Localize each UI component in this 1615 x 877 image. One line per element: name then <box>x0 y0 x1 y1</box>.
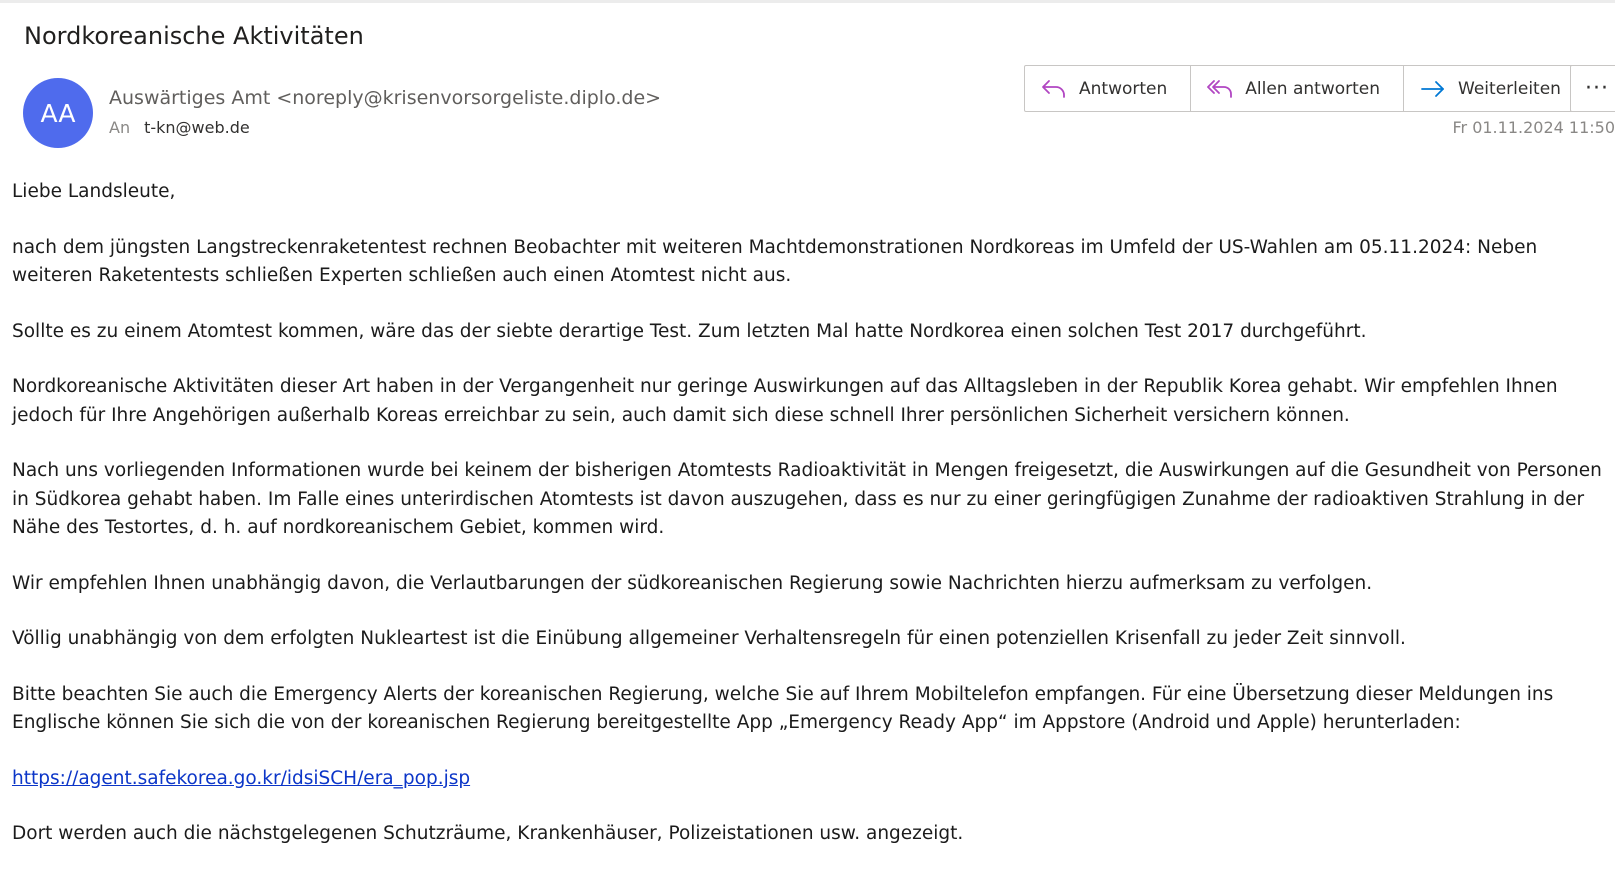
link-paragraph <box>12 765 1607 794</box>
app-link[interactable]: https://agent.safekorea.go.kr/idsiSCH/era_pop.jsp <box>12 767 471 789</box>
reply-all-button[interactable] <box>1191 66 1404 111</box>
message-actions <box>1024 65 1585 112</box>
reply-button[interactable] <box>1025 66 1191 111</box>
reply-icon <box>1041 77 1067 101</box>
to-label: An <box>109 118 131 137</box>
avatar-initials: AA <box>40 98 76 128</box>
forward-button[interactable] <box>1404 66 1584 111</box>
reply-label: Antworten <box>1079 78 1168 99</box>
body-paragraph: Wir empfehlen Ihnen unabhängig davon, die Verlautbarungen der südkoreanischen Regierung sowie Nachrichten hierzu aufmerksam zu verfolgen. <box>12 572 1373 594</box>
more-icon: ··· <box>1585 76 1609 101</box>
greeting: Liebe Landsleute, <box>12 181 176 202</box>
body-paragraph: Sollte es zu einem Atomtest kommen, wäre das der siebte derartige Test. Zum letzten Mal hatte Nordkorea einen solchen Test 2017 durchgeführt. <box>12 320 1367 342</box>
reply-all-label: Allen antworten <box>1245 78 1381 99</box>
reply-all-icon <box>1207 77 1233 101</box>
email-subject: Nordkoreanische Aktivitäten <box>24 22 364 50</box>
closing-paragraph: Dort werden auch die nächstgelegenen Schutzräume, Krankenhäuser, Polizeistationen usw. angezeigt. <box>12 823 964 844</box>
message-date: Fr 01.11.2024 11:50 <box>1452 118 1615 137</box>
body-paragraph: Nordkoreanische Aktivitäten dieser Art haben in der Vergangenheit nur geringe Auswirkungen auf das Alltagsleben in der Republik Korea gehabt. Wir empfehlen Ihnen jedoch für Ihre Angehörigen außerhalb Koreas erreichbar zu sein, auch damit sich diese schnell Ihrer persönlichen Sicherheit versichern können. <box>12 376 1558 426</box>
sender-address[interactable]: Auswärtiges Amt <noreply@krisenvorsorgeliste.diplo.de> <box>109 87 662 109</box>
body-paragraph: Nach uns vorliegenden Informationen wurde bei keinem der bisherigen Atomtests Radioaktivität in Mengen freigesetzt, die Auswirkungen auf die Gesundheit von Personen in Südkorea gehabt haben. Im Falle eines unterirdischen Atomtests ist davon auszugehen, dass es nur zu einer geringfügigen Zunahme der radioaktiven Strahlung in der Nähe des Testortes, d. h. auf nordkoreanischem Gebiet, kommen wird. <box>12 460 1602 538</box>
top-divider <box>0 0 1615 3</box>
message-body <box>12 178 1607 876</box>
more-actions-button[interactable] <box>1570 65 1615 112</box>
sender-avatar[interactable] <box>23 78 93 148</box>
forward-label: Weiterleiten <box>1458 78 1561 99</box>
recipient-address[interactable]: t-kn@web.de <box>144 118 250 137</box>
forward-icon <box>1420 77 1446 101</box>
body-paragraph: Bitte beachten Sie auch die Emergency Alerts der koreanischen Regierung, welche Sie auf Ihrem Mobiltelefon empfangen. Für eine Übersetzung dieser Meldungen ins Englische können Sie sich die von der koreanischen Regierung bereitgestellte App „Emergency Ready App“ im Appstore (Android und Apple) herunterladen: <box>12 683 1554 733</box>
recipient-row <box>109 118 250 137</box>
body-paragraph: nach dem jüngsten Langstreckenraketentest rechnen Beobachter mit weiteren Machtdemonstrationen Nordkoreas im Umfeld der US-Wahlen am 05.11.2024: Neben weiteren Raketentests schließen Experten schließen auch einen Atomtest nicht aus. <box>12 236 1538 286</box>
body-paragraph: Völlig unabhängig von dem erfolgten Nukleartest ist die Einübung allgemeiner Verhaltensregeln für einen potenziellen Krisenfall zu jeder Zeit sinnvoll. <box>12 628 1406 649</box>
